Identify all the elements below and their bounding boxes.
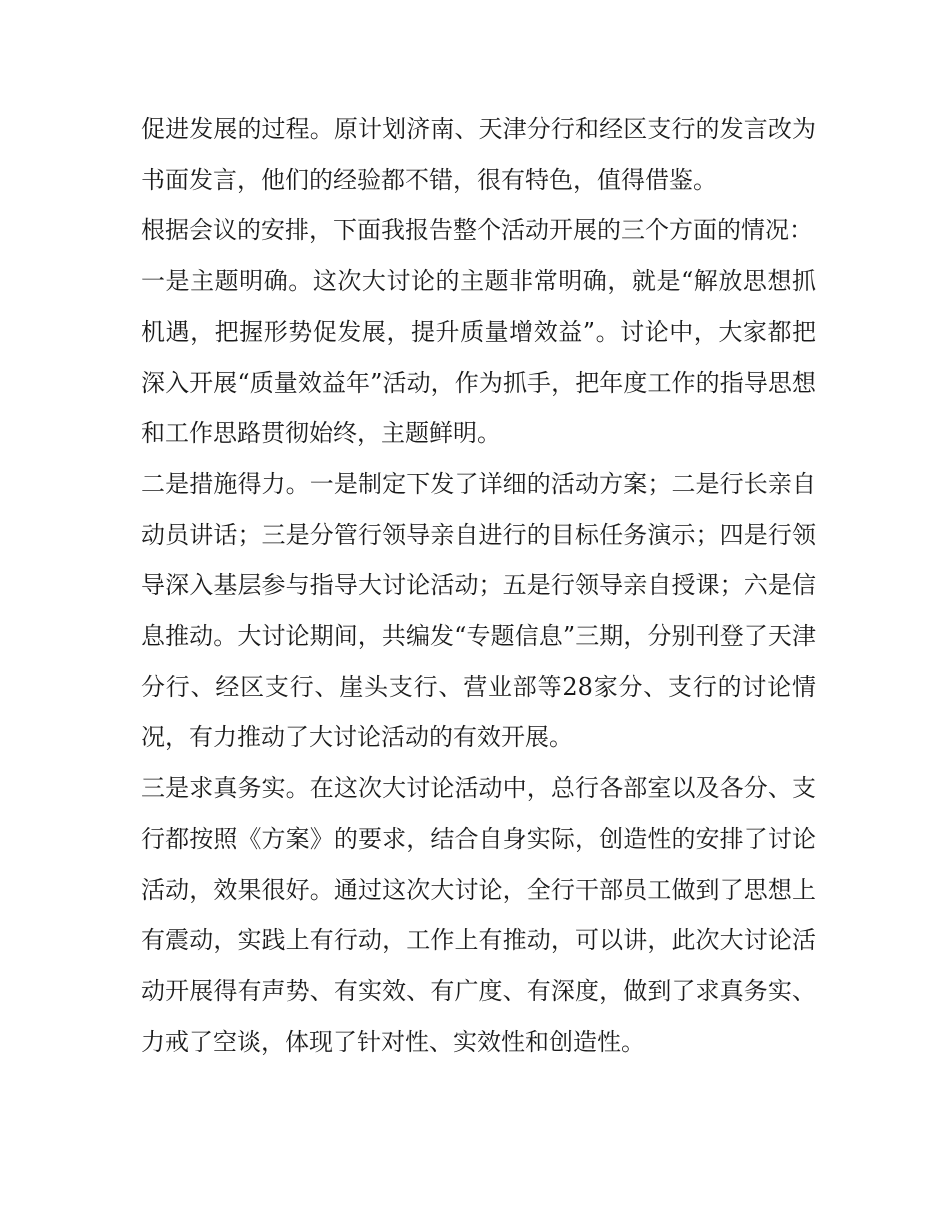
paragraph-report-outline: 根据会议的安排，下面我报告整个活动开展的三个方面的情况： xyxy=(141,216,813,245)
paragraph-measures-effective: 二是措施得力。一是制定下发了详细的活动方案；二是行长亲自动员讲话；三是分管行领导亲自进行的目标任务演示；四是行领导深入基层参与指导大讨论活动；五是行领导亲自授课；六是信息推动。大讨论期间，共编发“专题信息”三期，分别刊登了天津分行、经区支行、崖头支行、营业部等28家分、支行的讨论情况，有力推动了大讨论活动的有效开展。 xyxy=(141,469,816,752)
paragraph-process-intro: 促进发展的过程。原计划济南、天津分行和经区支行的发言改为书面发言，他们的经验都不错，很有特色，值得借鉴。 xyxy=(141,115,816,194)
paragraph-practical-results: 三是求真务实。在这次大讨论活动中，总行各部室以及各分、支行都按照《方案》的要求，结合自身实际，创造性的安排了讨论活动，效果很好。通过这次大讨论，全行干部员工做到了思想上有震动，实践上有行动，工作上有推动，可以讲，此次大讨论活动开展得有声势、有实效、有广度、有深度，做到了求真务实、力戒了空谈，体现了针对性、实效性和创造性。 xyxy=(141,774,816,1056)
document-body xyxy=(141,104,816,1067)
paragraph-theme-clear: 一是主题明确。这次大讨论的主题非常明确，就是“解放思想抓机遇，把握形势促发展，提升质量增效益”。讨论中，大家都把深入开展“质量效益年”活动，作为抓手，把年度工作的指导思想和工作思路贯彻始终，主题鲜明。 xyxy=(141,267,816,448)
